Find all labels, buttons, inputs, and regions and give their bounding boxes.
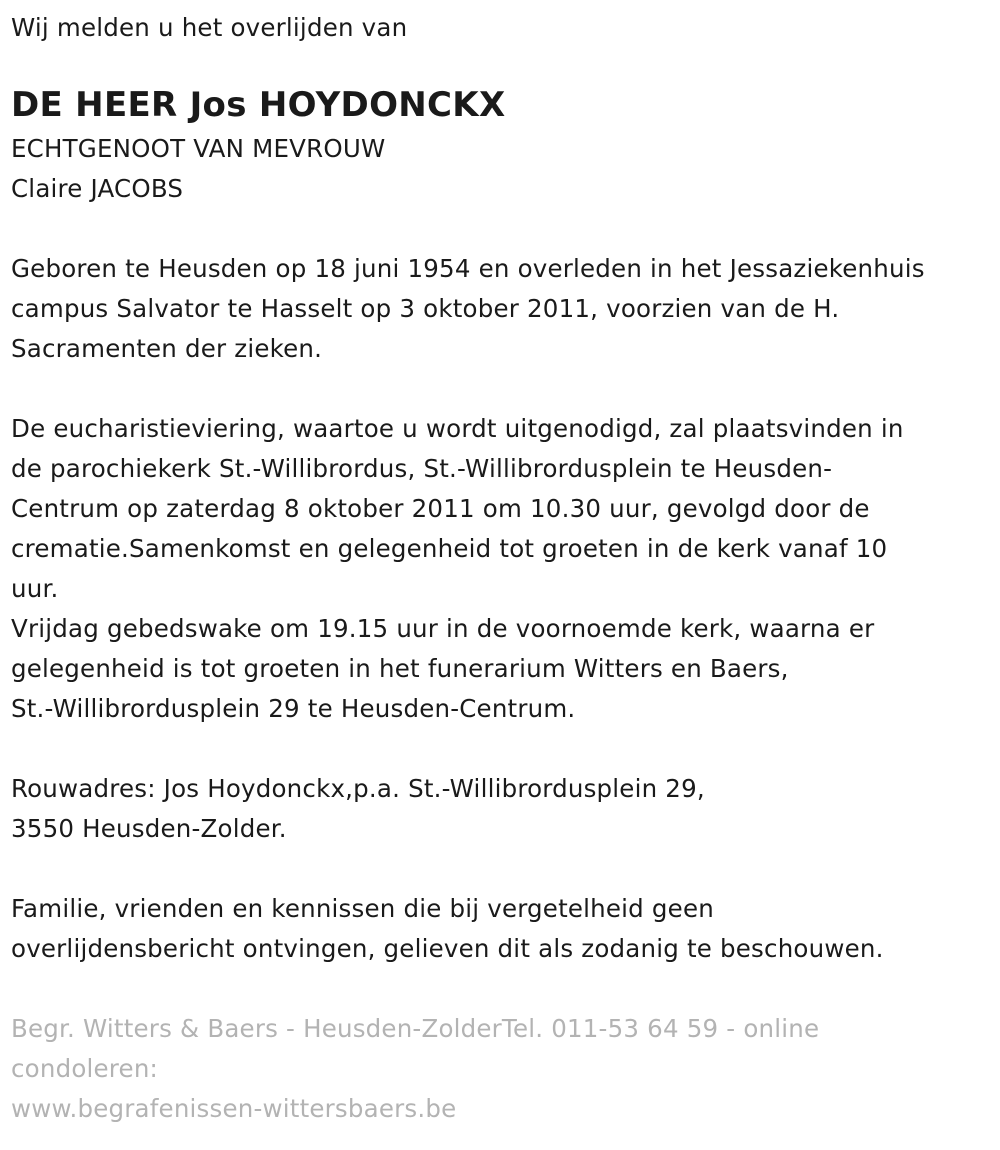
intro-text: Wij melden u het overlijden van xyxy=(11,13,408,42)
spacer xyxy=(11,969,1000,1009)
spacer xyxy=(11,849,1000,889)
footer-website-link[interactable]: www.begrafenissen-wittersbaers.be xyxy=(11,1094,457,1123)
spouse-title: ECHTGENOOT VAN MEVROUW xyxy=(11,134,386,163)
birth-death-paragraph xyxy=(11,249,1000,369)
paragraph-line: overlijdensbericht ontvingen, gelieven dit als zodanig te beschouwen. xyxy=(11,934,884,963)
paragraph-line: Sacramenten der zieken. xyxy=(11,334,323,363)
paragraph-line: uur. xyxy=(11,574,59,603)
paragraph-line: gelegenheid is tot groeten in het funerarium Witters en Baers, xyxy=(11,654,789,683)
footer-line: Begr. Witters & Baers - Heusden-ZolderTel. 011-53 64 59 - online xyxy=(11,1014,820,1043)
footer-line: condoleren: xyxy=(11,1054,158,1083)
paragraph-line: Geboren te Heusden op 18 juni 1954 en overleden in het Jessaziekenhuis xyxy=(11,254,925,283)
paragraph-line: St.-Willibrordusplein 29 te Heusden-Centrum. xyxy=(11,694,576,723)
spacer xyxy=(11,369,1000,409)
paragraph-line: de parochiekerk St.-Willibrordus, St.-Willibrordusplein te Heusden- xyxy=(11,454,833,483)
paragraph-line: campus Salvator te Hasselt op 3 oktober 2011, voorzien van de H. xyxy=(11,294,840,323)
spouse-name: Claire JACOBS xyxy=(11,174,184,203)
paragraph-line: 3550 Heusden-Zolder. xyxy=(11,814,287,843)
spacer xyxy=(11,209,1000,249)
deceased-name: DE HEER Jos HOYDONCKX xyxy=(11,85,506,125)
paragraph-line: Vrijdag gebedswake om 19.15 uur in de voornoemde kerk, waarna er xyxy=(11,614,875,643)
address-paragraph xyxy=(11,769,1000,849)
spouse-block xyxy=(11,129,1000,209)
ceremony-paragraph xyxy=(11,409,1000,729)
funeral-home-footer xyxy=(11,1009,1000,1129)
paragraph-line: De eucharistieviering, waartoe u wordt uitgenodigd, zal plaatsvinden in xyxy=(11,414,904,443)
paragraph-line: Rouwadres: Jos Hoydonckx,p.a. St.-Willibrordusplein 29, xyxy=(11,774,705,803)
paragraph-line: Centrum op zaterdag 8 oktober 2011 om 10.30 uur, gevolgd door de xyxy=(11,494,870,523)
closing-paragraph xyxy=(11,889,1000,969)
paragraph-line: Familie, vrienden en kennissen die bij vergetelheid geen xyxy=(11,894,714,923)
paragraph-line: crematie.Samenkomst en gelegenheid tot groeten in de kerk vanaf 10 xyxy=(11,534,888,563)
spacer xyxy=(11,729,1000,769)
